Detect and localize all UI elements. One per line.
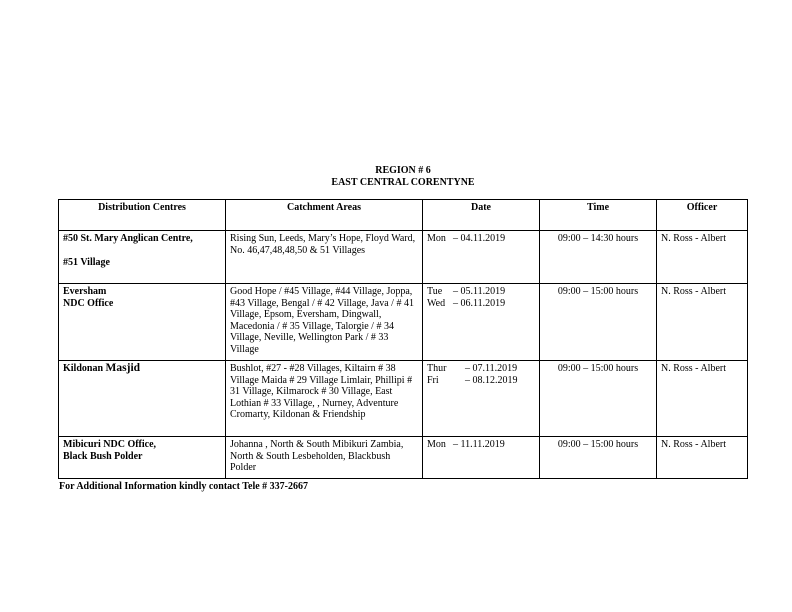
time-cell: 09:00 – 14:30 hours [540,231,657,284]
catchment-cell: Rising Sun, Leeds, Mary’s Hope, Floyd Ward, No. 46,47,48,48,50 & 51 Villages [226,231,423,284]
officer-cell: N. Ross - Albert [657,231,748,284]
time-cell: 09:00 – 15:00 hours [540,437,657,479]
date-cell [423,231,540,284]
date-value: – 11.11.2019 [453,439,505,450]
date-day: Wed [427,297,446,309]
date-day: Fri [427,374,439,386]
date-value: – 08.12.2019 [465,374,518,386]
date-cell [423,284,540,361]
centre-cell [59,437,226,479]
column-header-date: Date [423,200,540,231]
centre-line: Masjid [105,362,141,374]
table-row [59,231,748,284]
officer-cell: N. Ross - Albert [657,437,748,479]
officer-cell: N. Ross - Albert [657,361,748,437]
table-header-row [59,200,748,231]
time-cell: 09:00 – 15:00 hours [540,361,657,437]
centre-line: Kildonan [63,363,104,374]
date-value: – 07.11.2019 [465,363,518,374]
catchment-cell: Good Hope / #45 Village, #44 Village, Joppa, #43 Village, Bengal / # 42 Village, Java / # 41 Village, Epsom, Eversham, Dingwall, Macedonia / # 35 Village, Talorgie / # 34 Village, Neville, Wellington Park / # 33 Village [226,284,423,361]
column-header-centres: Distribution Centres [59,200,226,231]
table-row [59,361,748,437]
date-day: Mon [427,233,446,244]
date-day: Tue [427,286,443,297]
distribution-table [58,199,748,479]
centre-line: #51 Village [63,256,110,268]
date-day: Mon [427,439,446,450]
date-value: – 06.11.2019 [453,297,506,309]
centre-line: Black Bush Polder [63,450,143,462]
contact-footer: For Additional Information kindly contact Tele # 337-2667 [59,481,309,492]
time-cell: 09:00 – 15:00 hours [540,284,657,361]
centre-cell [59,231,226,284]
column-header-officer: Officer [657,200,748,231]
column-header-catchment: Catchment Areas [226,200,423,231]
catchment-cell: Johanna , North & South Mibikuri Zambia, North & South Lesbeholden, Blackbush Polder [226,437,423,479]
table-row [59,437,748,479]
centre-line: Eversham [63,286,107,297]
date-cell [423,361,540,437]
region-title: REGION # 6 [375,165,431,176]
date-value: – 04.11.2019 [453,233,506,244]
centre-line: NDC Office [63,297,114,309]
centre-line: Mibicuri NDC Office, [63,439,157,450]
area-title: EAST CENTRAL CORENTYNE [331,177,475,188]
date-value: – 05.11.2019 [453,286,506,297]
officer-cell: N. Ross - Albert [657,284,748,361]
centre-line: #50 St. Mary Anglican Centre, [63,233,193,244]
centre-cell [59,284,226,361]
catchment-cell: Bushlot, #27 - #28 Villages, Kiltairn # 38 Village Maida # 29 Village Limlair, Phillipi # 31 Village, Kilmarock # 30 Village, East Lothian # 33 Village, , Nurney, Adventure Cromarty, Kildonan & Friendship [226,361,423,437]
table-row [59,284,748,361]
date-day: Thur [427,363,447,374]
date-cell [423,437,540,479]
centre-cell [59,361,226,437]
column-header-time: Time [540,200,657,231]
